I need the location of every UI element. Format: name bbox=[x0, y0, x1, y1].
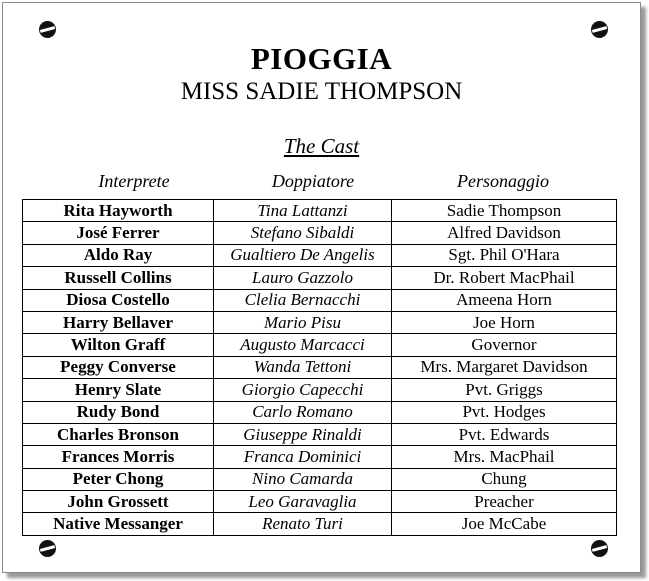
voice-actor-cell: Stefano Sibaldi bbox=[214, 222, 392, 244]
screw-icon bbox=[591, 21, 608, 38]
character-cell: Mrs. MacPhail bbox=[392, 446, 617, 468]
actor-cell: Frances Morris bbox=[23, 446, 214, 468]
table-row bbox=[23, 244, 617, 266]
cast-table-body bbox=[23, 200, 617, 536]
table-row bbox=[23, 356, 617, 378]
character-cell: Alfred Davidson bbox=[392, 222, 617, 244]
actor-cell: Henry Slate bbox=[23, 379, 214, 401]
table-row bbox=[23, 491, 617, 513]
actor-cell: Charles Bronson bbox=[23, 423, 214, 445]
character-cell: Preacher bbox=[392, 491, 617, 513]
cast-plaque bbox=[2, 2, 641, 573]
voice-actor-cell: Nino Camarda bbox=[214, 468, 392, 490]
table-row bbox=[23, 289, 617, 311]
character-cell: Pvt. Hodges bbox=[392, 401, 617, 423]
voice-actor-cell: Gualtiero De Angelis bbox=[214, 244, 392, 266]
character-cell: Mrs. Margaret Davidson bbox=[392, 356, 617, 378]
actor-cell: Rita Hayworth bbox=[23, 200, 214, 222]
actor-cell: Rudy Bond bbox=[23, 401, 214, 423]
voice-actor-cell: Tina Lattanzi bbox=[214, 200, 392, 222]
voice-actor-cell: Augusto Marcacci bbox=[214, 334, 392, 356]
cast-heading: The Cast bbox=[283, 134, 360, 158]
voice-actor-cell: Lauro Gazzolo bbox=[214, 267, 392, 289]
table-row bbox=[23, 379, 617, 401]
cast-table bbox=[22, 199, 617, 536]
column-header-interprete: Interprete bbox=[98, 171, 170, 191]
table-row bbox=[23, 311, 617, 333]
voice-actor-cell: Clelia Bernacchi bbox=[214, 289, 392, 311]
character-cell: Ameena Horn bbox=[392, 289, 617, 311]
table-row bbox=[23, 401, 617, 423]
table-row bbox=[23, 468, 617, 490]
character-cell: Pvt. Griggs bbox=[392, 379, 617, 401]
actor-cell: Harry Bellaver bbox=[23, 311, 214, 333]
character-cell: Dr. Robert MacPhail bbox=[392, 267, 617, 289]
voice-actor-cell: Renato Turi bbox=[214, 513, 392, 535]
character-cell: Sgt. Phil O'Hara bbox=[392, 244, 617, 266]
actor-cell: Russell Collins bbox=[23, 267, 214, 289]
column-header-doppiatore: Doppiatore bbox=[271, 171, 355, 191]
voice-actor-cell: Franca Dominici bbox=[214, 446, 392, 468]
actor-cell: Peter Chong bbox=[23, 468, 214, 490]
table-row bbox=[23, 200, 617, 222]
screw-icon bbox=[591, 540, 608, 557]
actor-cell: Diosa Costello bbox=[23, 289, 214, 311]
actor-cell: Wilton Graff bbox=[23, 334, 214, 356]
screw-icon bbox=[39, 540, 56, 557]
screw-icon bbox=[39, 21, 56, 38]
voice-actor-cell: Mario Pisu bbox=[214, 311, 392, 333]
voice-actor-cell: Carlo Romano bbox=[214, 401, 392, 423]
actor-cell: Peggy Converse bbox=[23, 356, 214, 378]
character-cell: Pvt. Edwards bbox=[392, 423, 617, 445]
character-cell: Joe McCabe bbox=[392, 513, 617, 535]
voice-actor-cell: Leo Garavaglia bbox=[214, 491, 392, 513]
character-cell: Joe Horn bbox=[392, 311, 617, 333]
table-row bbox=[23, 222, 617, 244]
table-row bbox=[23, 446, 617, 468]
page-subtitle: MISS SADIE THOMPSON bbox=[180, 78, 463, 105]
actor-cell: José Ferrer bbox=[23, 222, 214, 244]
actor-cell: Aldo Ray bbox=[23, 244, 214, 266]
column-header-personaggio: Personaggio bbox=[457, 171, 549, 191]
table-row bbox=[23, 423, 617, 445]
character-cell: Sadie Thompson bbox=[392, 200, 617, 222]
character-cell: Chung bbox=[392, 468, 617, 490]
page-title: PIOGGIA bbox=[250, 41, 393, 76]
voice-actor-cell: Giuseppe Rinaldi bbox=[214, 423, 392, 445]
table-row bbox=[23, 267, 617, 289]
table-row bbox=[23, 513, 617, 535]
voice-actor-cell: Wanda Tettoni bbox=[214, 356, 392, 378]
character-cell: Governor bbox=[392, 334, 617, 356]
voice-actor-cell: Giorgio Capecchi bbox=[214, 379, 392, 401]
actor-cell: Native Messanger bbox=[23, 513, 214, 535]
table-row bbox=[23, 334, 617, 356]
actor-cell: John Grossett bbox=[23, 491, 214, 513]
